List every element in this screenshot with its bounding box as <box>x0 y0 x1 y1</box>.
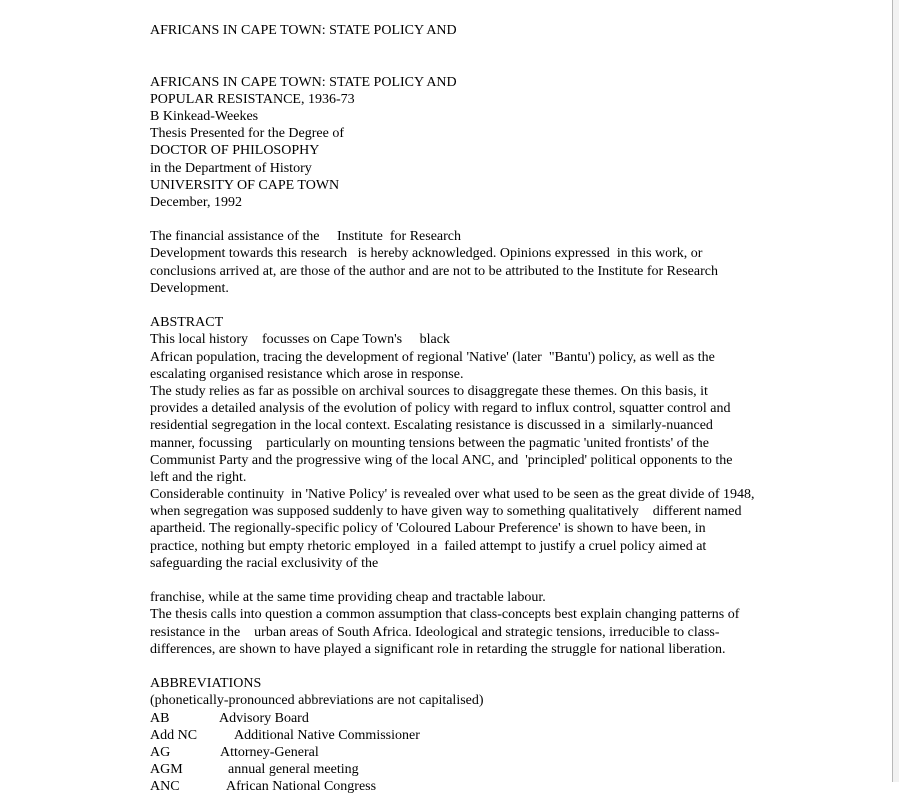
abstract-text-continued <box>150 589 810 658</box>
spacer <box>150 658 810 675</box>
text-line: residential segregation in the local context. Escalating resistance is discussed in a similarly-nuanced <box>150 417 810 434</box>
abbreviation-meaning: Attorney-General <box>220 745 319 760</box>
spacer <box>150 572 810 589</box>
text-line: This local history focusses on Cape Town's black <box>150 331 810 348</box>
text-line: Development. <box>150 280 810 297</box>
text-line: resistance in the urban areas of South Africa. Ideological and strategic tensions, irreducible to class- <box>150 624 810 641</box>
text-line: The study relies as far as possible on archival sources to disaggregate these themes. On this basis, it <box>150 383 810 400</box>
abbreviation-row <box>150 744 810 761</box>
text-line: differences, are shown to have played a significant role in retarding the struggle for national liberation. <box>150 641 810 658</box>
abbreviation-term: AG <box>150 744 220 761</box>
text-line: provides a detailed analysis of the evolution of policy with regard to influx control, squatter control and <box>150 400 810 417</box>
text-line: when segregation was supposed suddenly to have given way to something qualitatively different named <box>150 503 810 520</box>
title-line: AFRICANS IN CAPE TOWN: STATE POLICY AND <box>150 74 810 91</box>
spacer <box>150 211 810 228</box>
university-line: UNIVERSITY OF CAPE TOWN <box>150 177 810 194</box>
abstract-heading: ABSTRACT <box>150 314 810 331</box>
spacer <box>150 39 810 56</box>
spacer <box>150 56 810 73</box>
abbreviation-meaning: Additional Native Commissioner <box>234 728 420 743</box>
text-line: The thesis calls into question a common assumption that class-concepts best explain changing patterns of <box>150 606 810 623</box>
text-line: conclusions arrived at, are those of the author and are not to be attributed to the Institute for Research <box>150 263 810 280</box>
abbreviations-heading: ABBREVIATIONS <box>150 675 810 692</box>
abbreviation-meaning: Advisory Board <box>219 711 309 726</box>
text-line: manner, focussing particularly on mounting tensions between the pagmatic 'united frontists' of the <box>150 435 810 452</box>
author-line: B Kinkead-Weekes <box>150 108 810 125</box>
date-line: December, 1992 <box>150 194 810 211</box>
acknowledgement-paragraph <box>150 228 810 297</box>
abbreviation-row <box>150 727 810 744</box>
abbreviations-list <box>150 710 810 795</box>
title-line: POPULAR RESISTANCE, 1936-73 <box>150 91 810 108</box>
abbreviation-row <box>150 761 810 778</box>
abbreviations-note: (phonetically-pronounced abbreviations are not capitalised) <box>150 692 810 709</box>
text-line: Development towards this research is hereby acknowledged. Opinions expressed in this work, or <box>150 245 810 262</box>
title-line: Thesis Presented for the Degree of <box>150 125 810 142</box>
running-header: AFRICANS IN CAPE TOWN: STATE POLICY AND <box>150 22 810 39</box>
degree-line: DOCTOR OF PHILOSOPHY <box>150 142 810 159</box>
abbreviation-term: Add NC <box>150 727 234 744</box>
abbreviation-term: AB <box>150 710 219 727</box>
abbreviation-row <box>150 710 810 727</box>
text-line: left and the right. <box>150 469 810 486</box>
text-line: apartheid. The regionally-specific policy of 'Coloured Labour Preference' is shown to have been, in <box>150 520 810 537</box>
text-line: practice, nothing but empty rhetoric employed in a failed attempt to justify a cruel policy aimed at <box>150 538 810 555</box>
text-line: safeguarding the racial exclusivity of the <box>150 555 810 572</box>
abstract-text <box>150 331 810 572</box>
spacer <box>150 297 810 314</box>
text-line: The financial assistance of the Institute for Research <box>150 228 810 245</box>
text-line: African population, tracing the development of regional 'Native' (later "Bantu') policy, as well as the <box>150 349 810 366</box>
title-block <box>150 74 810 212</box>
department-line: in the Department of History <box>150 160 810 177</box>
text-line: franchise, while at the same time providing cheap and tractable labour. <box>150 589 810 606</box>
document-body <box>150 22 810 795</box>
text-line: Considerable continuity in 'Native Policy' is revealed over what used to be seen as the great divide of 1948, <box>150 486 810 503</box>
abbreviation-meaning: African National Congress <box>226 779 376 794</box>
window-scrollbar-edge[interactable] <box>892 0 899 782</box>
text-line: Communist Party and the progressive wing of the local ANC, and 'principled' political opponents to the <box>150 452 810 469</box>
abbreviation-meaning: annual general meeting <box>228 762 359 777</box>
abbreviation-term: AGM <box>150 761 228 778</box>
abbreviation-row <box>150 778 810 795</box>
abbreviation-term: ANC <box>150 778 226 795</box>
text-line: escalating organised resistance which arose in response. <box>150 366 810 383</box>
